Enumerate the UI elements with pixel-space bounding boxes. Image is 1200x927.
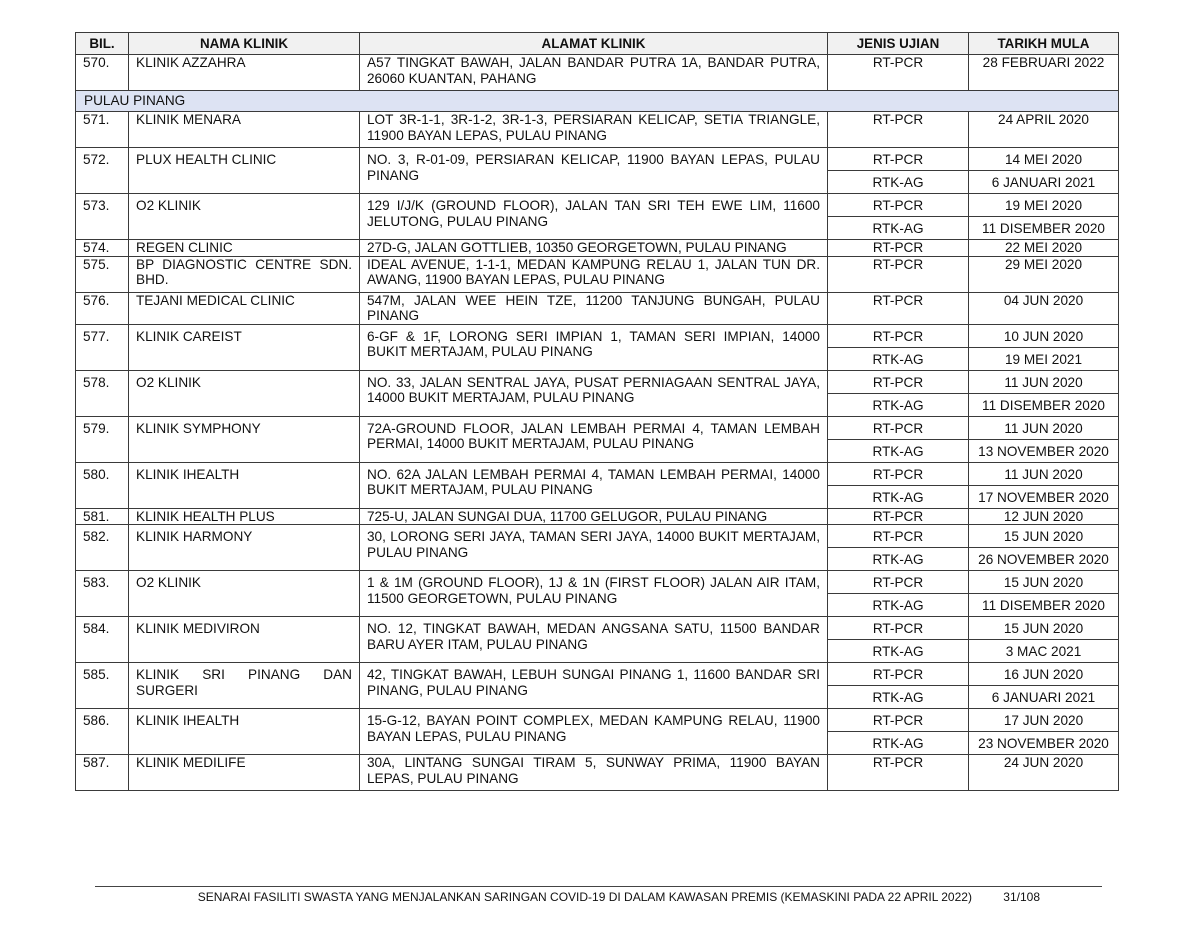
cell-nama-klinik: KLINIK CAREIST (129, 324, 360, 370)
cell-bil: 573. (76, 194, 129, 240)
cell-alamat-klinik: 547M, JALAN WEE HEIN TZE, 11200 TANJUNG BUNGAH, PULAU PINANG (360, 292, 828, 324)
cell-nama-klinik: BP DIAGNOSTIC CENTRE SDN. BHD. (129, 256, 360, 292)
cell-jenis-ujian: RT-PCR (828, 324, 969, 347)
cell-nama-klinik: TEJANI MEDICAL CLINIC (129, 292, 360, 324)
cell-tarikh-mula: 29 MEI 2020 (969, 256, 1119, 292)
cell-alamat-klinik: 129 I/J/K (GROUND FLOOR), JALAN TAN SRI TEH EWE LIM, 11600 JELUTONG, PULAU PINANG (360, 194, 828, 240)
footer-divider (95, 886, 1102, 887)
cell-nama-klinik: KLINIK IHEALTH (129, 462, 360, 508)
cell-bil: 587. (76, 755, 129, 791)
cell-nama-klinik: KLINIK MEDIVIRON (129, 617, 360, 663)
cell-jenis-ujian: RT-PCR (828, 709, 969, 732)
table-row (76, 508, 1119, 525)
table-row (76, 709, 1119, 732)
cell-alamat-klinik: 30A, LINTANG SUNGAI TIRAM 5, SUNWAY PRIMA, 11900 BAYAN LEPAS, PULAU PINANG (360, 755, 828, 791)
table-row (76, 148, 1119, 171)
table-header-row (76, 33, 1119, 55)
clinic-table (75, 32, 1119, 791)
cell-nama-klinik: KLINIK SRI PINANG DAN SURGERI (129, 663, 360, 709)
table-row (76, 112, 1119, 148)
table-row (76, 416, 1119, 439)
cell-nama-klinik: O2 KLINIK (129, 370, 360, 416)
cell-jenis-ujian: RTK-AG (828, 594, 969, 617)
page-footer (95, 890, 1040, 904)
cell-jenis-ujian: RT-PCR (828, 370, 969, 393)
cell-jenis-ujian: RT-PCR (828, 256, 969, 292)
cell-alamat-klinik: NO. 62A JALAN LEMBAH PERMAI 4, TAMAN LEMBAH PERMAI, 14000 BUKIT MERTAJAM, PULAU PINANG (360, 462, 828, 508)
table-row (76, 525, 1119, 548)
cell-bil: 586. (76, 709, 129, 755)
cell-jenis-ujian: RT-PCR (828, 148, 969, 171)
cell-tarikh-mula: 04 JUN 2020 (969, 292, 1119, 324)
table-body (76, 55, 1119, 791)
cell-tarikh-mula: 17 NOVEMBER 2020 (969, 485, 1119, 508)
cell-nama-klinik: KLINIK HEALTH PLUS (129, 508, 360, 525)
table-row (76, 462, 1119, 485)
cell-bil: 585. (76, 663, 129, 709)
cell-nama-klinik: KLINIK MENARA (129, 112, 360, 148)
cell-jenis-ujian: RT-PCR (828, 55, 969, 91)
cell-jenis-ujian: RT-PCR (828, 416, 969, 439)
cell-tarikh-mula: 11 JUN 2020 (969, 370, 1119, 393)
table-row (76, 256, 1119, 292)
cell-nama-klinik: KLINIK AZZAHRA (129, 55, 360, 91)
cell-nama-klinik: KLINIK IHEALTH (129, 709, 360, 755)
cell-tarikh-mula: 17 JUN 2020 (969, 709, 1119, 732)
cell-bil: 577. (76, 324, 129, 370)
cell-alamat-klinik: A57 TINGKAT BAWAH, JALAN BANDAR PUTRA 1A, BANDAR PUTRA, 26060 KUANTAN, PAHANG (360, 55, 828, 91)
cell-tarikh-mula: 19 MEI 2020 (969, 194, 1119, 217)
table-row (76, 324, 1119, 347)
cell-jenis-ujian: RT-PCR (828, 112, 969, 148)
header-nama-klinik: NAMA KLINIK (129, 33, 360, 55)
cell-tarikh-mula: 15 JUN 2020 (969, 617, 1119, 640)
cell-tarikh-mula: 11 DISEMBER 2020 (969, 217, 1119, 240)
cell-alamat-klinik: 6-GF & 1F, LORONG SERI IMPIAN 1, TAMAN SERI IMPIAN, 14000 BUKIT MERTAJAM, PULAU PINANG (360, 324, 828, 370)
cell-jenis-ujian: RTK-AG (828, 485, 969, 508)
table-row (76, 292, 1119, 324)
cell-jenis-ujian: RT-PCR (828, 240, 969, 257)
cell-bil: 582. (76, 525, 129, 571)
cell-jenis-ujian: RTK-AG (828, 732, 969, 755)
cell-jenis-ujian: RT-PCR (828, 292, 969, 324)
cell-nama-klinik: O2 KLINIK (129, 571, 360, 617)
cell-bil: 578. (76, 370, 129, 416)
cell-alamat-klinik: NO. 3, R-01-09, PERSIARAN KELICAP, 11900 BAYAN LEPAS, PULAU PINANG (360, 148, 828, 194)
cell-alamat-klinik: 30, LORONG SERI JAYA, TAMAN SERI JAYA, 14000 BUKIT MERTAJAM, PULAU PINANG (360, 525, 828, 571)
cell-bil: 579. (76, 416, 129, 462)
cell-bil: 576. (76, 292, 129, 324)
table-row (76, 240, 1119, 257)
cell-tarikh-mula: 26 NOVEMBER 2020 (969, 548, 1119, 571)
cell-jenis-ujian: RTK-AG (828, 686, 969, 709)
cell-bil: 583. (76, 571, 129, 617)
cell-nama-klinik: PLUX HEALTH CLINIC (129, 148, 360, 194)
cell-jenis-ujian: RTK-AG (828, 548, 969, 571)
header-bil: BIL. (76, 33, 129, 55)
cell-jenis-ujian: RT-PCR (828, 462, 969, 485)
cell-tarikh-mula: 11 DISEMBER 2020 (969, 393, 1119, 416)
cell-tarikh-mula: 6 JANUARI 2021 (969, 171, 1119, 194)
cell-bil: 570. (76, 55, 129, 91)
cell-tarikh-mula: 24 APRIL 2020 (969, 112, 1119, 148)
cell-tarikh-mula: 24 JUN 2020 (969, 755, 1119, 791)
page-number: 31/108 (1003, 890, 1040, 904)
cell-jenis-ujian: RTK-AG (828, 171, 969, 194)
cell-nama-klinik: KLINIK MEDILIFE (129, 755, 360, 791)
cell-alamat-klinik: 72A-GROUND FLOOR, JALAN LEMBAH PERMAI 4, TAMAN LEMBAH PERMAI, 14000 BUKIT MERTAJAM, PULAU PINANG (360, 416, 828, 462)
cell-tarikh-mula: 16 JUN 2020 (969, 663, 1119, 686)
table-row (76, 617, 1119, 640)
cell-jenis-ujian: RT-PCR (828, 755, 969, 791)
cell-jenis-ujian: RTK-AG (828, 439, 969, 462)
cell-tarikh-mula: 14 MEI 2020 (969, 148, 1119, 171)
cell-tarikh-mula: 15 JUN 2020 (969, 525, 1119, 548)
cell-tarikh-mula: 11 JUN 2020 (969, 416, 1119, 439)
cell-nama-klinik: KLINIK SYMPHONY (129, 416, 360, 462)
cell-jenis-ujian: RT-PCR (828, 571, 969, 594)
cell-jenis-ujian: RT-PCR (828, 194, 969, 217)
cell-jenis-ujian: RTK-AG (828, 393, 969, 416)
cell-jenis-ujian: RT-PCR (828, 508, 969, 525)
cell-alamat-klinik: LOT 3R-1-1, 3R-1-2, 3R-1-3, PERSIARAN KELICAP, SETIA TRIANGLE, 11900 BAYAN LEPAS, PULAU PINANG (360, 112, 828, 148)
cell-tarikh-mula: 19 MEI 2021 (969, 347, 1119, 370)
cell-tarikh-mula: 11 DISEMBER 2020 (969, 594, 1119, 617)
cell-tarikh-mula: 11 JUN 2020 (969, 462, 1119, 485)
cell-jenis-ujian: RTK-AG (828, 347, 969, 370)
cell-bil: 581. (76, 508, 129, 525)
cell-alamat-klinik: 725-U, JALAN SUNGAI DUA, 11700 GELUGOR, PULAU PINANG (360, 508, 828, 525)
cell-bil: 572. (76, 148, 129, 194)
cell-nama-klinik: O2 KLINIK (129, 194, 360, 240)
cell-tarikh-mula: 22 MEI 2020 (969, 240, 1119, 257)
cell-jenis-ujian: RT-PCR (828, 617, 969, 640)
cell-tarikh-mula: 28 FEBRUARI 2022 (969, 55, 1119, 91)
table-row (76, 370, 1119, 393)
table-row (76, 663, 1119, 686)
cell-nama-klinik: KLINIK HARMONY (129, 525, 360, 571)
cell-bil: 574. (76, 240, 129, 257)
cell-tarikh-mula: 6 JANUARI 2021 (969, 686, 1119, 709)
cell-alamat-klinik: NO. 33, JALAN SENTRAL JAYA, PUSAT PERNIAGAAN SENTRAL JAYA, 14000 BUKIT MERTAJAM, PULAU PINANG (360, 370, 828, 416)
cell-bil: 580. (76, 462, 129, 508)
cell-bil: 584. (76, 617, 129, 663)
table-row (76, 55, 1119, 91)
table-row (76, 755, 1119, 791)
cell-tarikh-mula: 23 NOVEMBER 2020 (969, 732, 1119, 755)
header-jenis-ujian: JENIS UJIAN (828, 33, 969, 55)
cell-tarikh-mula: 3 MAC 2021 (969, 640, 1119, 663)
cell-alamat-klinik: 1 & 1M (GROUND FLOOR), 1J & 1N (FIRST FLOOR) JALAN AIR ITAM, 11500 GEORGETOWN, PULAU PINANG (360, 571, 828, 617)
section-row (76, 91, 1119, 112)
cell-jenis-ujian: RT-PCR (828, 663, 969, 686)
cell-bil: 575. (76, 256, 129, 292)
cell-tarikh-mula: 12 JUN 2020 (969, 508, 1119, 525)
cell-alamat-klinik: 27D-G, JALAN GOTTLIEB, 10350 GEORGETOWN, PULAU PINANG (360, 240, 828, 257)
footer-title: SENARAI FASILITI SWASTA YANG MENJALANKAN SARINGAN COVID-19 DI DALAM KAWASAN PREMIS (KEMASKINI PADA 22 APRIL 2022) (197, 890, 972, 904)
table-row (76, 194, 1119, 217)
cell-tarikh-mula: 13 NOVEMBER 2020 (969, 439, 1119, 462)
section-label: PULAU PINANG (76, 91, 1119, 112)
cell-alamat-klinik: IDEAL AVENUE, 1-1-1, MEDAN KAMPUNG RELAU 1, JALAN TUN DR. AWANG, 11900 BAYAN LEPAS, PULAU PINANG (360, 256, 828, 292)
cell-alamat-klinik: NO. 12, TINGKAT BAWAH, MEDAN ANGSANA SATU, 11500 BANDAR BARU AYER ITAM, PULAU PINANG (360, 617, 828, 663)
cell-jenis-ujian: RTK-AG (828, 640, 969, 663)
cell-tarikh-mula: 10 JUN 2020 (969, 324, 1119, 347)
cell-alamat-klinik: 15-G-12, BAYAN POINT COMPLEX, MEDAN KAMPUNG RELAU, 11900 BAYAN LEPAS, PULAU PINANG (360, 709, 828, 755)
cell-jenis-ujian: RTK-AG (828, 217, 969, 240)
header-tarikh-mula: TARIKH MULA (969, 33, 1119, 55)
cell-tarikh-mula: 15 JUN 2020 (969, 571, 1119, 594)
cell-bil: 571. (76, 112, 129, 148)
cell-jenis-ujian: RT-PCR (828, 525, 969, 548)
table-row (76, 571, 1119, 594)
cell-alamat-klinik: 42, TINGKAT BAWAH, LEBUH SUNGAI PINANG 1, 11600 BANDAR SRI PINANG, PULAU PINANG (360, 663, 828, 709)
cell-nama-klinik: REGEN CLINIC (129, 240, 360, 257)
header-alamat-klinik: ALAMAT KLINIK (360, 33, 828, 55)
